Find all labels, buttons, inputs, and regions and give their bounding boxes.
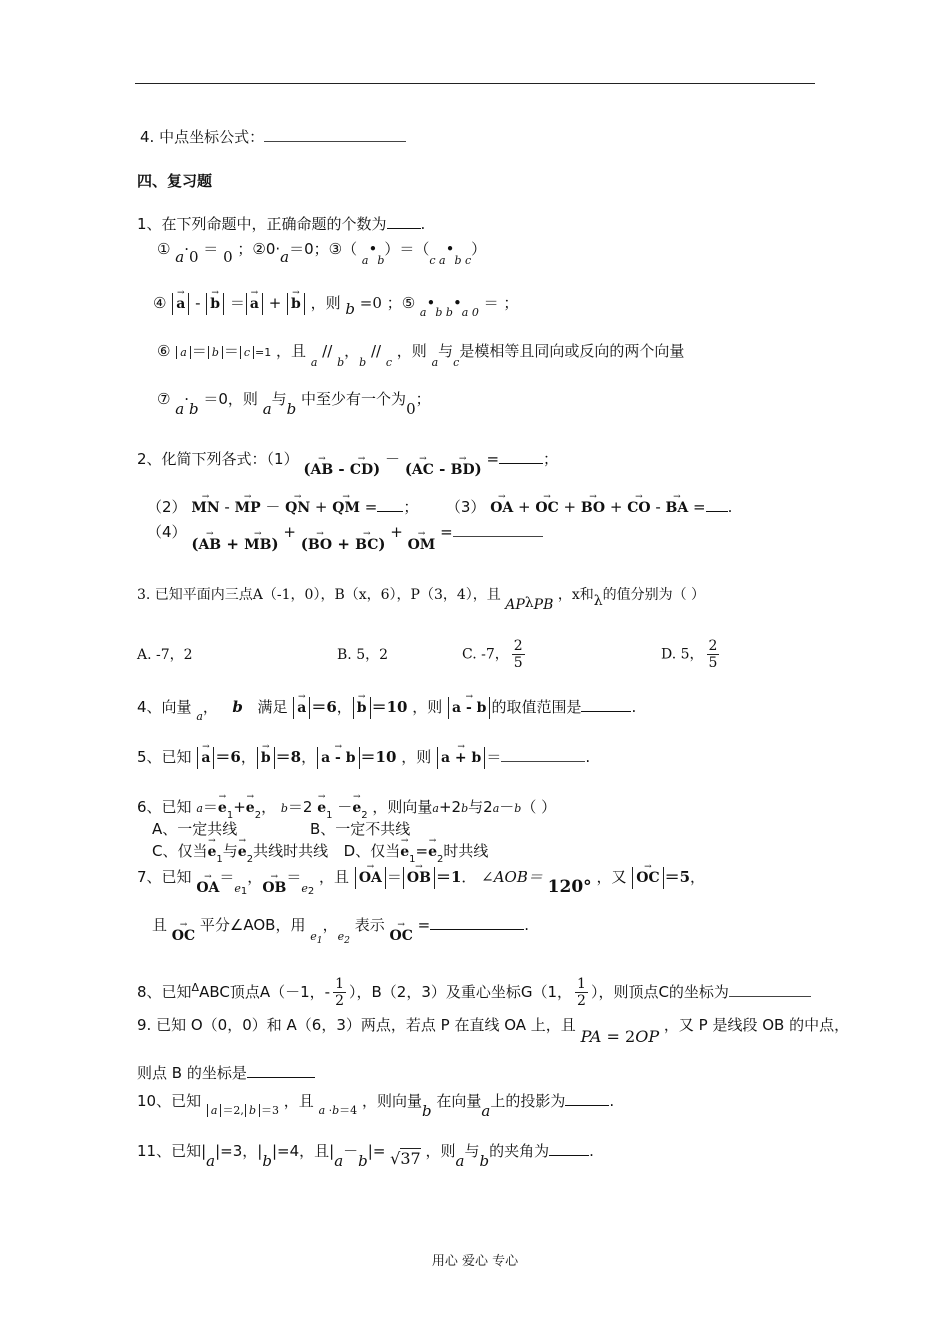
answer-blank [565, 1105, 609, 1106]
q3-options [137, 638, 877, 671]
q6-stem: 6、已知 $a=\to e_1+\to e_2$， $b=2 \to e_1 -\to e_2$ ，则向量a+2b与2a－b（ ） [137, 796, 556, 827]
q2-line1: 2、化简下列各式：（1） (→ AB - → CD) － (→ AC - → BD) = ； [137, 448, 558, 471]
answer-blank [581, 711, 631, 712]
page-footer: 用心 爱心 专心 [431, 1254, 519, 1269]
option-a[interactable]: A. -7，2 [137, 647, 193, 663]
answer-blank [501, 761, 585, 762]
option-d[interactable]: D. 5， $\frac{2}{5}$ [661, 638, 718, 671]
answer-blank [549, 1155, 589, 1156]
q5-stem: 5、已知 → a ＝6，→ b ＝8，→ a - b ＝10 ，则 → a + b ＝ . [137, 746, 590, 769]
q1-line4: ⑦ a·b ＝0，则 a与b 中至少有一个为0； [157, 390, 431, 418]
answer-blank [430, 929, 524, 930]
answer-blank [377, 511, 403, 512]
q9-line2: 则点 B 的坐标是 [137, 1062, 315, 1084]
header-rule [135, 83, 815, 84]
q1-line1: ① a·0 ＝ 0 ；②0·a＝0；③（ $_a•_b)=(_{c a}•_{b c})$ [157, 240, 487, 267]
option-c[interactable]: C、仅当→ $e_1$与→ $e_2$共线时共线 [152, 842, 328, 860]
q7-line1: 7、已知 → $OA=_{e1}$，→ $OB=_{e2}$ ，且 → OA ＝→ OB ＝1． ∠AOB＝ 120° ，又 → OC ＝5， [137, 866, 705, 897]
q7-line2: 且 → OC 平分∠AOB，用 $_{e_1}$，$_{e_2}$ 表示 → OC = . [152, 914, 529, 942]
section-title: 四、复习题 [137, 172, 213, 190]
answer-blank [499, 463, 543, 464]
q9-line1: 9. 已知 O（0，0）和 A（6，3）两点，若点 P 在直线 OA 上，且 PA = 2OP ，又 P 是线段 OB 的中点， [137, 1016, 850, 1046]
q10-stem: 10、已知 $_a$ $_{=2,}$ $_b$ $_{=3}$ ，且 $_a$ $_{\cdot b=4}$ ，则向量b 在向量a上的投影为 . [137, 1092, 615, 1120]
answer-blank [247, 1077, 315, 1078]
q1-line2: ④ → a - → b ＝→ a + → b ，则 b =0 ；⑤ $_a•_{b b}•_{a 0}$ ＝ ； [153, 292, 518, 316]
q4-stem: 4、向量 $_a$， b 满足 → a ＝6，→ b ＝10 ，则 → a - b 的取值范围是 . [137, 696, 636, 720]
option-a[interactable]: A、一定共线 [152, 820, 238, 838]
answer-blank [387, 228, 421, 229]
midpoint-formula-line [140, 126, 406, 148]
option-b[interactable]: B、一定不共线 [310, 820, 411, 838]
option-d[interactable]: D、仅当→ $e_1=\to e_2$时共线 [344, 842, 489, 860]
q2-line3: （4） (→ AB + → MB) + (→ BO + → BC) + → OM = [147, 521, 543, 544]
q2-line2: （2） → MN - → MP － → QN + → QM = ； （3） → OA + → OC + → BO + → CO - → BA = . [147, 496, 732, 519]
answer-blank [453, 536, 543, 537]
q1-line3: ⑥ a ＝ b ＝ c =1 ，且 $_a$ // $_b$，$_b$ // $_c$ ，则 $_a$与$_c$是模相等且同向或反向的两个向量 [157, 342, 685, 369]
answer-blank [706, 511, 728, 512]
q1-stem: 1、在下列命题中，正确命题的个数为 . [137, 215, 426, 233]
q3-stem: 3. 已知平面内三点A（-1，0），B（x，6），P（3，4），且 APλPB ，x和λ的值分别为（ ） [137, 587, 706, 613]
answer-blank [729, 996, 811, 997]
q11-stem: 11、已知|a|=3，|b|=4，且|a－b|= √37 ，则a与b的夹角为 . [137, 1142, 594, 1170]
q8-stem: 8、已知$^\Delta$ABC顶点A（－1，- $\frac{1}{2}$ ），B（2，3）及重心坐标G（1， $\frac{1}{2}$ ），则顶点C的坐标为 [137, 976, 811, 1009]
answer-blank [264, 141, 406, 142]
option-c[interactable]: C. -7， $\frac{2}{5}$ [462, 638, 523, 671]
option-b[interactable]: B. 5，2 [337, 647, 389, 663]
midpoint-formula-label: 4. 中点坐标公式： [140, 128, 265, 146]
